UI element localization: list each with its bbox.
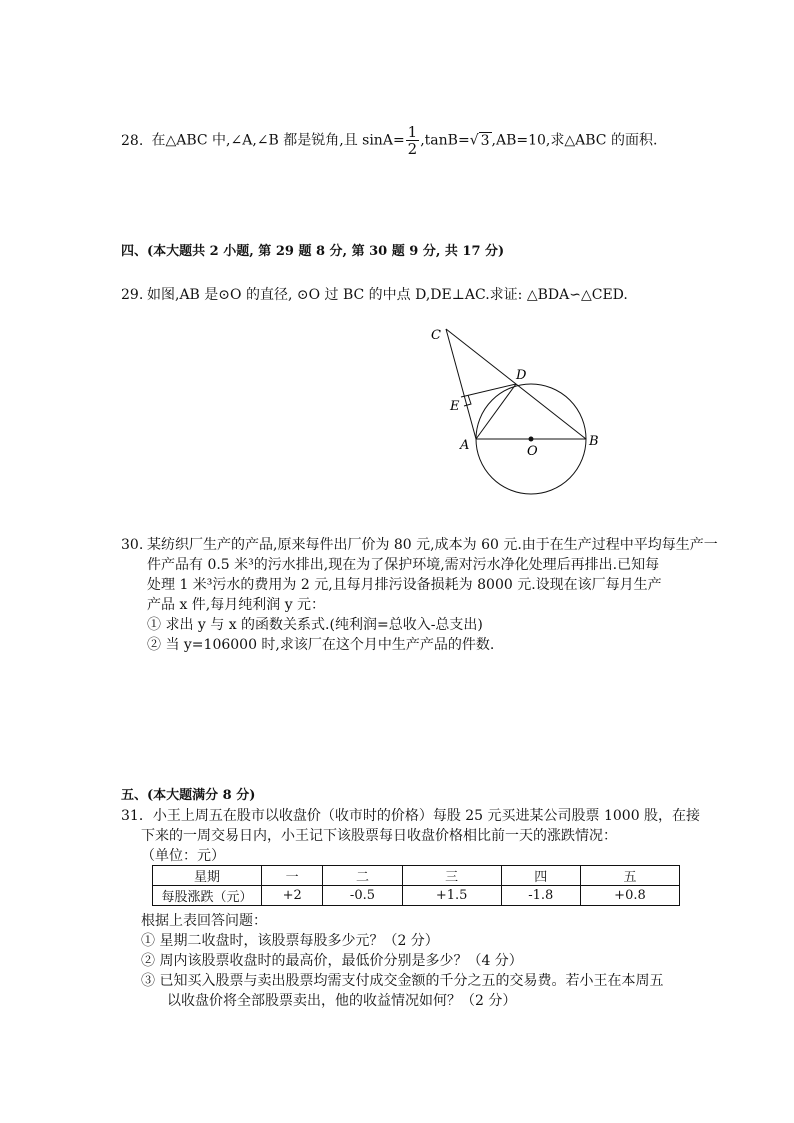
q30-line: 产品 x 件,每月纯利润 y 元： (147, 597, 326, 613)
section-5-header: 五、(本大题满分 8 分) (121, 788, 256, 803)
question-number: 30. (121, 537, 144, 553)
table-cell: 三 (402, 866, 501, 886)
q28-text-prefix: 在△ABC 中,∠A,∠B 都是锐角,且 sinA= (151, 132, 405, 149)
table-row (153, 886, 680, 906)
q31-subquestion: ② 周内该股票收盘时的最高价，最低价分别是多少？（4 分） (141, 953, 523, 969)
q30-line (121, 535, 718, 555)
q31-line-2: 下来的一周交易日内，小王记下该股票每日收盘价格相比前一天的涨跌情况： (141, 828, 617, 844)
table-cell: 星期 (153, 866, 262, 886)
q31-subquestion: ③ 已知买入股票与卖出股票均需支付成交金额的千分之五的交易费。若小王在本周五 (141, 973, 664, 989)
table-cell: +0.8 (580, 886, 679, 906)
q30-subquestion: ② 当 y=106000 时,求该厂在这个月中生产产品的件数. (147, 637, 495, 653)
center-point (529, 437, 534, 442)
fraction-numerator: 1 (407, 123, 418, 141)
table-cell: 一 (262, 866, 323, 886)
question-31 (121, 806, 700, 866)
table-header-row (153, 866, 680, 886)
q31-answer-intro: 根据上表回答问题： (141, 913, 267, 929)
label-a: A (460, 438, 470, 453)
q30-line: 件产品有 0.5 米³的污水排出,现在为了保护环境,需对污水净化处理后再排出.已知每 (147, 557, 660, 573)
question-28: 28. 在△ABC 中,∠A,∠B 都是锐角,且 sinA= $\frac{1}{2}$ ,tanB=√ 3 ,AB=10,求△ABC 的面积. (121, 123, 658, 158)
label-e: E (450, 399, 460, 414)
q30-subquestion: ① 求出 y 与 x 的函数关系式.(纯利润=总收入-总支出) (147, 617, 483, 633)
q28-text-suffix: ,AB=10,求△ABC 的面积. (491, 132, 658, 149)
question-number: 29. (121, 287, 144, 303)
q30-line-1: 某纺织厂生产的产品,原来每件出厂价为 80 元,成本为 60 元.由于在生产过程中平均每生产一 (147, 537, 718, 553)
section-4-header: 四、(本大题共 2 小题, 第 29 题 8 分, 第 30 题 9 分, 共 17 分) (121, 244, 505, 259)
label-d: D (516, 368, 527, 383)
question-number: 28. (121, 132, 144, 149)
label-b: B (589, 434, 599, 449)
q30-line: 处理 1 米³污水的费用为 2 元,且每月排污设备损耗为 8000 元.设现在该厂每月生产 (147, 577, 662, 593)
q31-subquestion: ① 星期二收盘时，该股票每股多少元？（2 分） (141, 933, 439, 949)
question-31-answers (141, 911, 663, 1011)
q29-text: 如图,AB 是⊙O 的直径, ⊙O 过 BC 的中点 D,DE⊥AC.求证: △BDA∽△CED. (147, 287, 628, 303)
table-cell: -1.8 (501, 886, 580, 906)
label-c: C (431, 328, 441, 343)
table-cell: 五 (580, 866, 679, 886)
table-cell: +2 (262, 886, 323, 906)
table-cell: 每股涨跌（元） (153, 886, 262, 906)
line-ca (446, 329, 476, 439)
table-cell: -0.5 (323, 886, 402, 906)
q31-line-1: 31．小王上周五在股市以收盘价（收市时的价格）每股 25 元买进某公司股票 1000 股，在接 (121, 808, 701, 824)
q31-subquestion-cont: 以收盘价将全部股票卖出，他的收益情况如何？（2 分） (167, 993, 517, 1009)
fraction-denominator: 2 (407, 140, 418, 158)
question-30 (121, 535, 718, 655)
table-cell: +1.5 (402, 886, 501, 906)
table-cell: 四 (501, 866, 580, 886)
geometry-figure (420, 322, 610, 502)
q31-unit: （单位：元） (141, 848, 225, 864)
q28-text-mid: ,tanB= (420, 132, 470, 149)
label-o: O (527, 444, 538, 459)
fraction-one-half (406, 124, 420, 157)
sqrt-three: 3 (480, 132, 490, 149)
stock-change-table (152, 865, 680, 906)
question-29 (121, 285, 628, 305)
table-cell: 二 (323, 866, 402, 886)
